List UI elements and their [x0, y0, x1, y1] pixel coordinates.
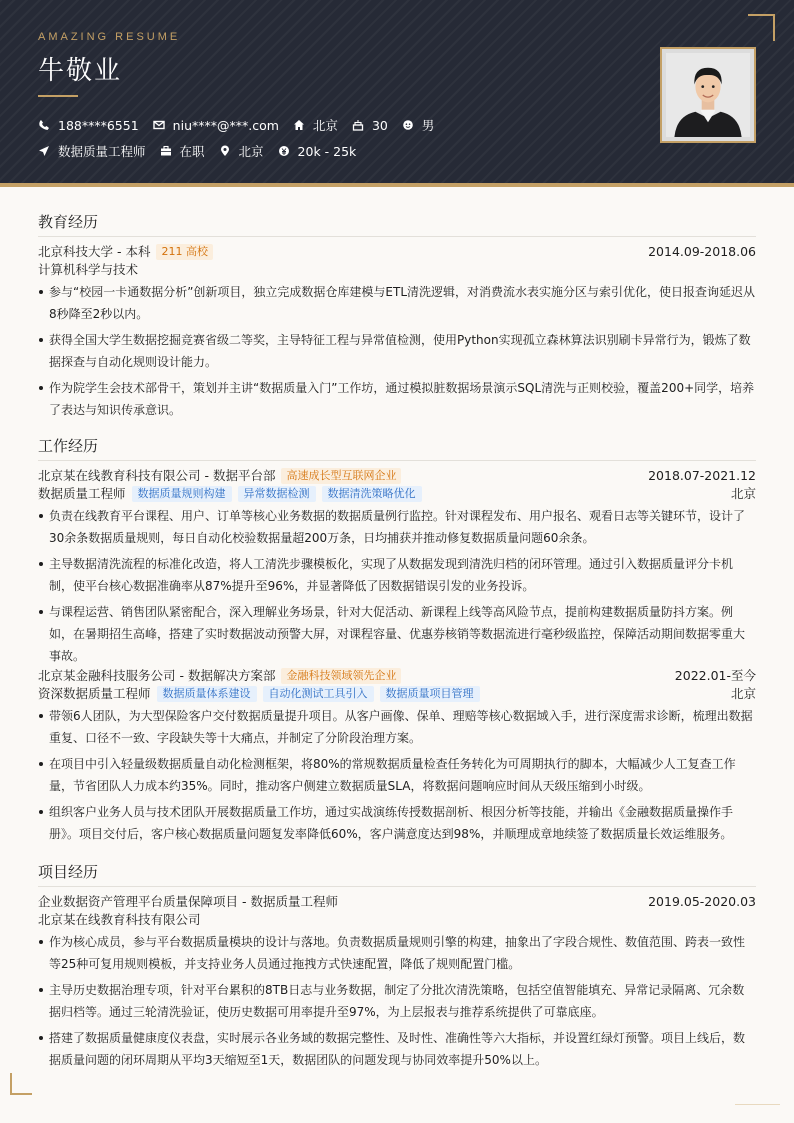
gender-text: 男 — [421, 118, 435, 133]
project-bullets — [38, 931, 756, 1071]
corner-decoration-bottom-left — [10, 1073, 32, 1095]
briefcase-icon — [160, 145, 172, 157]
company-name: 北京某金融科技服务公司 - 数据解决方案部 — [38, 668, 276, 683]
send-icon — [38, 145, 50, 157]
company-name: 北京某在线教育科技有限公司 - 数据平台部 — [38, 468, 276, 483]
major-text: 计算机科学与技术 — [38, 262, 139, 277]
list-item: 参与“校园一卡通数据分析”创新项目，独立完成数据仓库建模与ETL清洗逻辑，对消费流水表实施分区与索引优化，使日报查询延迟从8秒降至2秒以内。 — [38, 281, 756, 325]
avatar — [666, 53, 750, 137]
work-entry-header — [38, 667, 756, 685]
footer-divider — [735, 1104, 780, 1105]
list-item: 负责在线教育平台课程、用户、订单等核心业务数据的数据质量例行监控。针对课程发布、用户报名、观看日志等关键环节，设计了30余条数据质量规则，每日自动化校验数据量超200万条，日均捕获并推动修复数据质量问题60余条。 — [38, 505, 756, 549]
gender-icon — [402, 119, 414, 131]
work-bullets — [38, 705, 756, 845]
role-title: 资深数据质量工程师 — [38, 686, 151, 701]
work-section — [38, 434, 756, 849]
project-date: 2019.05-2020.03 — [648, 894, 756, 909]
list-item: 组织客户业务人员与技术团队开展数据质量工作坊，通过实战演练传授数据剖析、根因分析等技能，并输出《金融数据质量操作手册》。项目交付后，客户核心数据质量问题复发率降低60%，客户满意度达到98%，并顺理成章地续签了数据质量长效运维服务。 — [38, 801, 756, 845]
money-icon — [278, 145, 290, 157]
project-entry-header — [38, 893, 756, 911]
list-item: 主导历史数据治理专项，针对平台累积的8TB日志与业务数据，制定了分批次清洗策略，包括空值智能填充、异常记录隔离、冗余数据归档等。通过三轮清洗验证，使历史数据可用率提升至97%，为上层报表与推荐系统提供了可靠底座。 — [38, 979, 756, 1023]
education-date: 2014.09-2018.06 — [648, 244, 756, 259]
list-item: 在项目中引入轻量级数据质量自动化检测框架，将80%的常规数据质量检查任务转化为可周期执行的脚本，大幅减少人工复查工作量，节省团队人力成本约35%。同时，推动客户侧建立数据质量SLA，将数据问题响应时间从天级压缩到小时级。 — [38, 753, 756, 797]
work-location: 北京 — [730, 686, 756, 701]
mail-icon — [153, 119, 165, 131]
work-entry-1 — [38, 467, 756, 667]
role-line — [38, 685, 756, 703]
work-entry-header — [38, 467, 756, 485]
city-text: 北京 — [238, 144, 264, 159]
skill-tag: 数据质量项目管理 — [380, 686, 480, 702]
skill-tag: 异常数据检测 — [238, 486, 316, 502]
project-name: 企业数据资产管理平台质量保障项目 - 数据质量工程师 — [38, 894, 338, 909]
major-line — [38, 261, 756, 279]
list-item: 作为核心成员，参与平台数据质量模块的设计与落地。负责数据质量规则引擎的构建，抽象出了字段合规性、数值范围、跨表一致性等25种可复用规则模板，并支持业务人员通过拖拽方式快速配置，降低了规则配置门槛。 — [38, 931, 756, 975]
phone-icon — [38, 119, 50, 131]
age-item — [352, 118, 388, 133]
skill-tag: 数据质量体系建设 — [157, 686, 257, 702]
hometown-text: 北京 — [312, 118, 338, 133]
cake-icon — [352, 119, 364, 131]
list-item: 作为院学生会技术部骨干，策划并主讲“数据质量入门”工作坊，通过模拟脏数据场景演示SQL清洗与正则校验，覆盖200+同学，培养了表达与知识传承意识。 — [38, 377, 756, 421]
age-text: 30 — [371, 117, 388, 133]
skill-tag: 数据质量规则构建 — [132, 486, 232, 502]
section-title-education: 教育经历 — [38, 210, 756, 237]
work-date: 2018.07-2021.12 — [648, 468, 756, 483]
project-company: 北京某在线教育科技有限公司 — [38, 912, 201, 927]
corner-decoration-top-right — [748, 14, 775, 41]
salary-item — [278, 144, 357, 159]
project-company-line — [38, 911, 756, 929]
email-text: niu****@***.com — [172, 117, 279, 133]
school-tag: 211 高校 — [156, 244, 213, 260]
company-tag: 金融科技领域领先企业 — [281, 668, 401, 684]
section-title-work: 工作经历 — [38, 434, 756, 461]
role-title: 数据质量工程师 — [38, 486, 126, 501]
status-item — [160, 142, 205, 160]
section-title-projects: 项目经历 — [38, 860, 756, 887]
education-section — [38, 210, 756, 425]
skill-tag: 数据清洗策略优化 — [322, 486, 422, 502]
job-target-text: 数据质量工程师 — [58, 144, 146, 159]
location-icon — [219, 145, 231, 157]
job-intent-row — [38, 142, 370, 160]
list-item: 带领6人团队，为大型保险客户交付数据质量提升项目。从客户画像、保单、理赔等核心数据域入手，进行深度需求诊断，梳理出数据重复、口径不一致、字段缺失等十大痛点，并制定了分阶段治理方案。 — [38, 705, 756, 749]
name-underline — [38, 95, 78, 97]
contact-row — [38, 116, 448, 134]
list-item: 获得全国大学生数据挖掘竞赛省级二等奖，主导特征工程与异常值检测，使用Python实现孤立森林算法识别刷卡异常行为，锻炼了数据探查与自动化规则设计能力。 — [38, 329, 756, 373]
company-tag: 高速成长型互联网企业 — [281, 468, 401, 484]
list-item: 主导数据清洗流程的标准化改造，将人工清洗步骤模板化，实现了从数据发现到清洗归档的闭环管理。通过引入数据质量评分卡机制，使平台核心数据准确率从87%提升至96%，并显著降低了因数据错误引发的业务投诉。 — [38, 553, 756, 597]
work-entry-2 — [38, 667, 756, 845]
role-line — [38, 485, 756, 503]
work-date: 2022.01-至今 — [674, 668, 756, 683]
education-bullets — [38, 281, 756, 421]
list-item: 与课程运营、销售团队紧密配合，深入理解业务场景，针对大促活动、新课程上线等高风险节点，提前构建数据质量防抖方案。例如，在暑期招生高峰，搭建了实时数据波动预警大屏，对课程容量、优惠券核销等数据流进行毫秒级监控，保障活动期间数据零重大事故。 — [38, 601, 756, 667]
salary-text: 20k - 25k — [297, 143, 357, 159]
work-location: 北京 — [730, 486, 756, 501]
hometown-item — [293, 116, 338, 134]
candidate-name: 牛敬业 — [38, 56, 123, 86]
skill-tag: 自动化测试工具引入 — [263, 686, 374, 702]
city-item — [219, 142, 264, 160]
phone-text: 188****6551 — [58, 117, 139, 133]
list-item: 搭建了数据质量健康度仪表盘，实时展示各业务域的数据完整性、及时性、准确性等六大指标，并设置红绿灯预警。项目上线后，数据质量问题的闭环周期从平均3天缩短至1天，数据团队的问题发现与协同效率提升50%以上。 — [38, 1027, 756, 1071]
email-item — [153, 118, 279, 133]
profile-photo — [660, 47, 756, 143]
job-target-item — [38, 142, 146, 160]
education-entry-header — [38, 243, 756, 261]
projects-section — [38, 860, 756, 1075]
phone-item — [38, 118, 139, 133]
header-accent-bar — [0, 183, 794, 187]
resume-header — [0, 0, 794, 183]
work-bullets — [38, 505, 756, 667]
home-icon — [293, 119, 305, 131]
school-name: 北京科技大学 - 本科 — [38, 244, 151, 259]
status-text: 在职 — [179, 144, 205, 159]
resume-tagline: AMAZING RESUME — [38, 31, 181, 43]
gender-item — [402, 116, 435, 134]
